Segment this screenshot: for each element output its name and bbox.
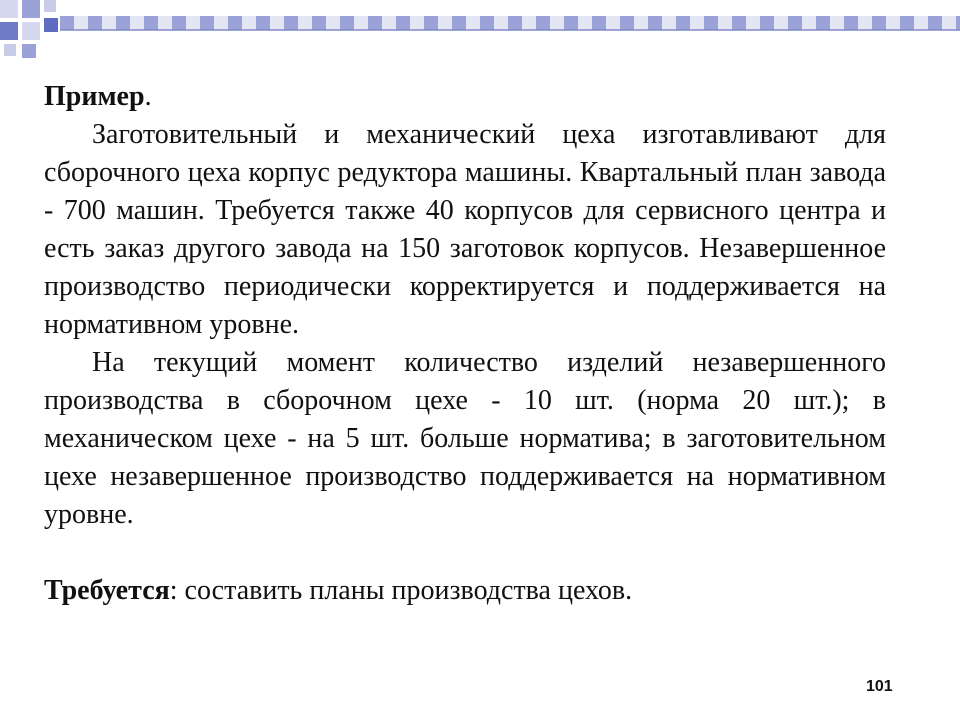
band-square — [214, 16, 228, 30]
band-square — [102, 16, 116, 30]
band-square — [466, 16, 480, 30]
band-square — [326, 16, 340, 30]
band-square — [746, 16, 760, 30]
band-square — [942, 16, 956, 30]
band-square — [928, 16, 942, 30]
band-square — [592, 16, 606, 30]
band-square — [634, 16, 648, 30]
band-square — [704, 16, 718, 30]
paragraph-2: На текущий момент количество изделий незавершенного производства в сборочном цехе - 10 шт. (норма 20 шт.); в механическом цехе - на 5 шт. больше норматива; в заготовительном цехе незавершенное производство поддерживается на нормативном уровне. — [44, 347, 886, 530]
slide-body — [44, 78, 886, 610]
header-decoration — [0, 0, 960, 60]
requirement-label: Требуется — [44, 575, 170, 606]
band-square — [830, 16, 844, 30]
band-square — [774, 16, 788, 30]
band-square — [522, 16, 536, 30]
band-square — [200, 16, 214, 30]
band-square — [242, 16, 256, 30]
band-square — [886, 16, 900, 30]
band-square — [256, 16, 270, 30]
band-square — [424, 16, 438, 30]
paragraph-1: Заготовительный и механический цеха изготавливают для сборочного цеха корпус редуктора машины. Квартальный план завода - 700 машин. Требуется также 40 корпусов для сервисного центра и есть заказ другого завода на 150 заготовок корпусов. Незавершенное производство периодически корректируется и поддерживается на нормативном уровне. — [44, 119, 886, 340]
band-square — [956, 16, 960, 30]
band-square — [872, 16, 886, 30]
band-square — [382, 16, 396, 30]
band-square — [186, 16, 200, 30]
band-square — [914, 16, 928, 30]
band-square — [340, 16, 354, 30]
band-square — [410, 16, 424, 30]
band-square — [158, 16, 172, 30]
band-square — [74, 16, 88, 30]
band-square — [438, 16, 452, 30]
band-square — [564, 16, 578, 30]
band-square — [452, 16, 466, 30]
band-square — [284, 16, 298, 30]
band-square — [536, 16, 550, 30]
band-square — [298, 16, 312, 30]
band-square — [88, 16, 102, 30]
example-heading — [44, 78, 886, 116]
band-square — [620, 16, 634, 30]
band-square — [858, 16, 872, 30]
band-square — [550, 16, 564, 30]
band-square — [60, 16, 74, 30]
requirement-text: : составить планы производства цехов. — [169, 575, 633, 606]
band-square — [900, 16, 914, 30]
band-square — [844, 16, 858, 30]
band-square — [578, 16, 592, 30]
band-square — [116, 16, 130, 30]
corner-squares-ornament — [0, 0, 58, 58]
band-square — [508, 16, 522, 30]
band-square — [690, 16, 704, 30]
example-label: Пример — [44, 81, 145, 112]
band-square — [802, 16, 816, 30]
band-square — [718, 16, 732, 30]
band-square — [732, 16, 746, 30]
band-square — [816, 16, 830, 30]
band-square — [396, 16, 410, 30]
band-square — [760, 16, 774, 30]
band-square — [312, 16, 326, 30]
band-square — [480, 16, 494, 30]
example-suffix: . — [144, 81, 152, 112]
band-square — [354, 16, 368, 30]
band-square — [368, 16, 382, 30]
band-square — [648, 16, 662, 30]
page-number: 101 — [866, 678, 893, 695]
band-square — [130, 16, 144, 30]
band-square — [788, 16, 802, 30]
band-square — [144, 16, 158, 30]
band-square — [494, 16, 508, 30]
band-square — [270, 16, 284, 30]
band-square — [676, 16, 690, 30]
band-square — [228, 16, 242, 30]
requirement-line — [44, 572, 886, 610]
band-square — [172, 16, 186, 30]
band-square — [662, 16, 676, 30]
checkered-band — [60, 16, 960, 30]
band-square — [606, 16, 620, 30]
